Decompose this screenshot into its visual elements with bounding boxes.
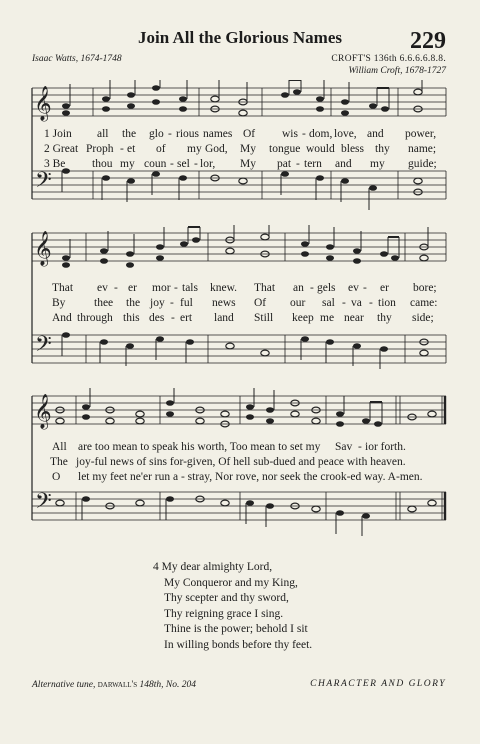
lyric-syllable: the [126, 297, 141, 309]
tune-credit [331, 54, 446, 64]
lyric-syllable: ev [97, 282, 108, 294]
lyric-syllable: my [120, 158, 135, 170]
lyric-syllable: thee [94, 297, 114, 309]
lyric-syllable: joy-ful news of sins for-given, Of hell sub-dued and peace with heaven. [76, 456, 406, 468]
lyric-syllable: land [214, 312, 234, 324]
stanza-number: 4 [153, 561, 159, 573]
lyric-syllable: an [293, 282, 304, 294]
lyric-syllable: tongue [269, 143, 301, 155]
lyric-syllable: rious [176, 128, 199, 140]
lyric-syllable: tion [378, 297, 396, 309]
lyric-syllable: ior forth. [365, 441, 406, 453]
lyric-syllable: 1 Join [44, 128, 72, 140]
lyric-syllable: thou [92, 158, 113, 170]
lyric-syllable: - [170, 158, 174, 170]
lyric-syllable: God, [205, 143, 228, 155]
bass-clef-icon: 𝄢 [35, 332, 52, 361]
lyric-syllable: mor [152, 282, 171, 294]
lyric-syllable: dom, [309, 128, 333, 140]
lyric-syllable: power, [405, 128, 437, 140]
lyric-syllable: sel [177, 158, 190, 170]
lyric-syllable: By [52, 297, 66, 309]
lyric-syllable: That [254, 282, 276, 294]
lyric-syllable: coun [144, 158, 167, 170]
lyric-syllable: news [212, 297, 236, 309]
lyric-syllable: - [170, 297, 174, 309]
lyric-syllable: are too mean to speak his worth, Too mean to set my [78, 441, 321, 453]
composer-credit: William Croft, 1678-1727 [348, 66, 446, 76]
lyric-syllable: near [344, 312, 364, 324]
lyric-syllable: My [240, 158, 256, 170]
lyric-syllable: joy [150, 297, 165, 309]
lyric-syllable: 3 Be [44, 158, 66, 170]
lyric-syllable: and [335, 158, 352, 170]
lyric-syllable: pat [277, 158, 292, 170]
bass-clef-icon: 𝄢 [35, 489, 52, 518]
lyric-syllable: would [306, 143, 335, 155]
lyric-syllable: keep [292, 312, 314, 324]
lyric-syllable: came: [410, 297, 438, 309]
lyric-syllable: glo [149, 128, 164, 140]
lyric-syllable: - [310, 282, 314, 294]
lyric-syllable: Of [254, 297, 267, 309]
lyric-syllable: lor, [200, 158, 216, 170]
stanza-4-line: Thy reigning grace I sing. [164, 607, 284, 620]
lyric-syllable: and [367, 128, 384, 140]
lyric-syllable: this [123, 312, 140, 324]
lyric-syllable: va [351, 297, 362, 309]
lyric-syllable: my [187, 143, 202, 155]
tune-meter: 6.6.6.6.8.8. [399, 54, 446, 64]
lyric-syllable: love, [334, 128, 357, 140]
lyric-syllable: er [380, 282, 389, 294]
lyric-syllable: des [149, 312, 165, 324]
alt-tune-name: darwall's [97, 680, 138, 690]
lyric-syllable: - [296, 158, 300, 170]
stanza-text: My dear almighty Lord, [161, 561, 273, 573]
treble-clef-icon: 𝄞 [34, 87, 52, 120]
lyric-syllable: - [358, 441, 362, 453]
stanza-4 [153, 560, 312, 653]
lyric-syllable: bore; [413, 282, 437, 294]
lyric-syllable: of [156, 143, 166, 155]
lyric-syllable: ev [348, 282, 359, 294]
lyric-syllable: Still [254, 312, 274, 324]
lyric-syllable: guide; [408, 158, 437, 170]
lyric-syllable: - [369, 297, 373, 309]
lyric-syllable: bless [341, 143, 364, 155]
lyric-syllable: me [320, 312, 335, 324]
alternative-tune-note [32, 680, 196, 690]
lyric-syllable: through [77, 312, 113, 324]
lyric-syllable: That [52, 282, 74, 294]
stanza-4-line [153, 560, 312, 576]
lyric-syllable: - [302, 128, 306, 140]
lyric-syllable: name; [408, 143, 437, 155]
lyric-syllable: er [128, 282, 137, 294]
lyric-syllable: gels [317, 282, 336, 294]
stanza-4-line: In willing bonds before thy feet. [164, 638, 313, 651]
lyric-syllable: ful [180, 297, 193, 309]
lyric-syllable: ert [180, 312, 193, 324]
lyric-syllable: side; [412, 312, 434, 324]
lyric-syllable: My [240, 143, 256, 155]
lyric-syllable: knew. [210, 282, 238, 294]
music-system-2 [0, 225, 480, 375]
lyric-syllable: - [171, 312, 175, 324]
alt-tune-suffix: 148th, No. 204 [139, 680, 196, 690]
lyric-syllable: our [290, 297, 306, 309]
lyric-syllable: All [52, 441, 67, 453]
lyric-syllable: The [50, 456, 68, 468]
lyric-syllable: - [342, 297, 346, 309]
lyric-syllable: O [52, 471, 61, 483]
lyric-syllable: Of [243, 128, 256, 140]
tune-name: CROFT'S 136th [331, 54, 397, 64]
lyric-syllable: sal [322, 297, 335, 309]
lyric-syllable: names [203, 128, 233, 140]
lyric-syllable: - [168, 128, 172, 140]
stanza-4-line: Thine is the power; behold I sit [164, 623, 308, 635]
hymn-number: 229 [410, 28, 446, 54]
lyric-syllable: - [194, 158, 198, 170]
lyric-syllable: - [120, 143, 124, 155]
bass-clef-icon: 𝄢 [35, 168, 52, 197]
treble-clef-icon: 𝄞 [34, 232, 52, 265]
section-heading: CHARACTER AND GLORY [310, 679, 446, 689]
lyric-syllable: - [174, 282, 178, 294]
lyric-syllable: all [97, 128, 109, 140]
lyric-syllable: Sav [335, 441, 353, 453]
stanza-4-line: Thy scepter and thy sword, [164, 592, 289, 604]
hymn-title: Join All the Glorious Names [137, 28, 342, 47]
lyric-syllable: - [114, 282, 118, 294]
lyric-syllable: thy [377, 312, 392, 324]
lyric-syllable: - [363, 282, 367, 294]
lyric-syllable: my [370, 158, 385, 170]
treble-clef-icon: 𝄞 [34, 395, 52, 428]
stanza-4-line: My Conqueror and my King, [164, 576, 298, 589]
lyric-syllable: tern [304, 158, 322, 170]
lyric-syllable: wis [282, 128, 298, 140]
lyric-syllable: thy [375, 143, 390, 155]
lyric-syllable: let my feet ne'er run a - stray, Nor rove, nor seek the crook-ed way. A-men. [78, 471, 423, 483]
alt-tune-prefix: Alternative tune, [32, 680, 96, 690]
lyric-syllable: the [122, 128, 137, 140]
lyric-syllable: And [52, 312, 72, 324]
lyric-syllable: 2 Great [44, 143, 79, 155]
lyric-syllable: tals [182, 282, 198, 294]
lyric-syllable: et [127, 143, 136, 155]
author-credit: Isaac Watts, 1674-1748 [32, 54, 122, 64]
lyric-syllable: Proph [86, 143, 114, 155]
